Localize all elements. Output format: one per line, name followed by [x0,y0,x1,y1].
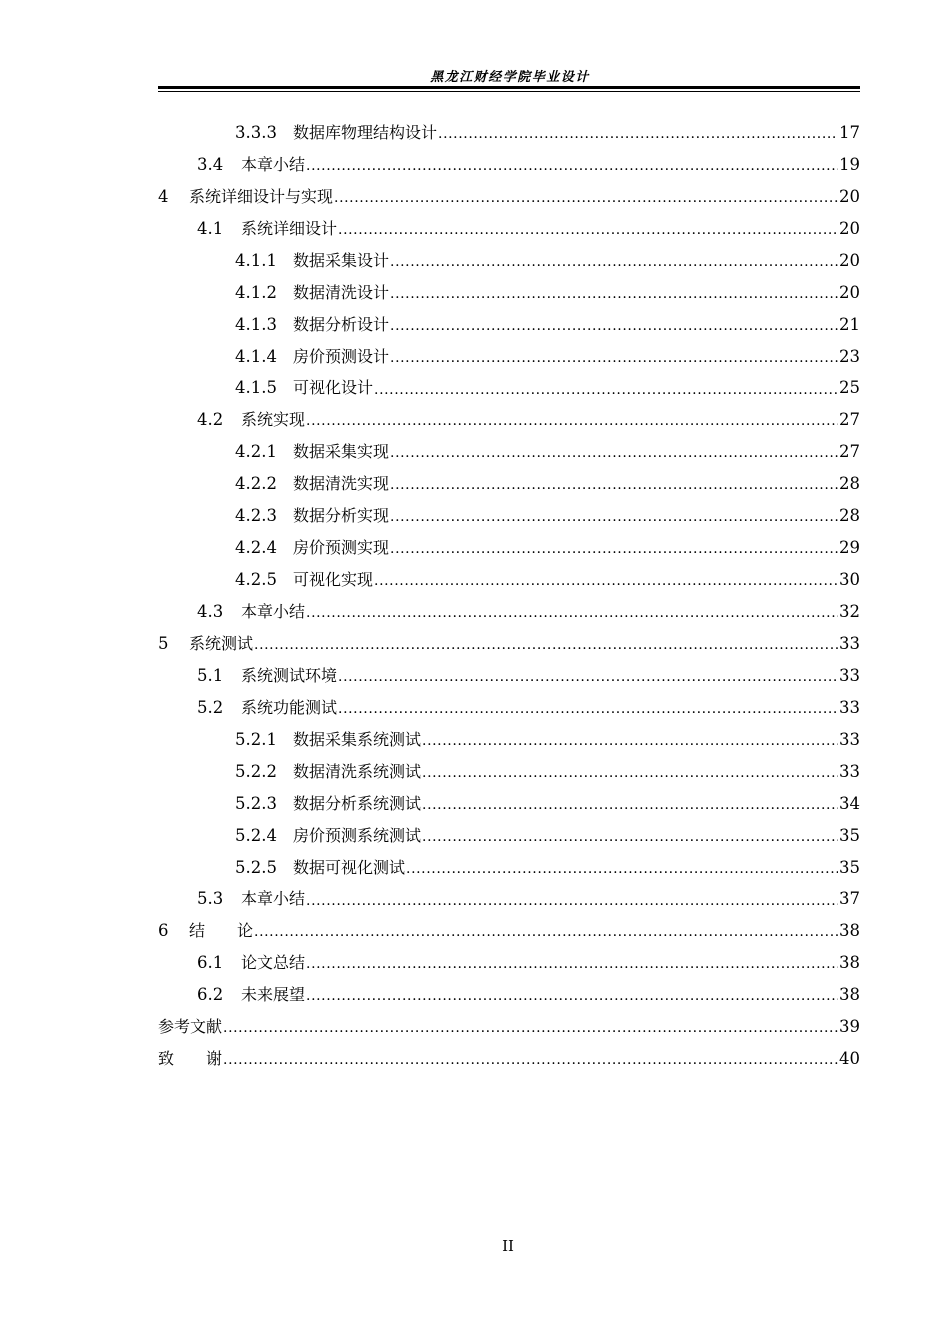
toc-leader-dots [390,500,838,532]
toc-entry-title: 数据库物理结构设计 [293,122,438,142]
toc-entry-page: 28 [839,474,860,494]
toc-leader-dots [422,724,838,756]
toc-entry-page: 20 [839,186,860,206]
toc-entry-page: 33 [839,665,860,685]
toc-entry[interactable] [158,468,860,500]
toc-entry-number: 3.4 [197,154,224,174]
toc-entry[interactable] [158,947,860,979]
toc-entry[interactable] [158,309,860,341]
toc-leader-dots [422,820,838,852]
toc-leader-dots [254,628,838,660]
toc-entry-title: 数据分析设计 [293,314,390,334]
toc-entry[interactable] [158,564,860,596]
toc-entry-title: 本章小结 [241,889,306,909]
toc-leader-dots [406,852,838,884]
toc-entry-title: 本章小结 [241,154,306,174]
toc-entry[interactable] [158,724,860,756]
toc-entry-page: 38 [839,953,860,973]
toc-entry[interactable] [158,788,860,820]
toc-entry-number: 4 [158,186,169,206]
toc-entry-page: 33 [839,761,860,781]
toc-entry-title: 数据清洗设计 [293,282,390,302]
toc-entry[interactable] [158,436,860,468]
toc-entry[interactable] [158,692,860,724]
toc-entry-title: 系统功能测试 [241,697,338,717]
table-of-contents [158,117,860,1075]
toc-entry-title: 致 谢 [158,1049,223,1069]
toc-entry-number: 4.1.5 [235,378,277,398]
toc-entry[interactable] [158,245,860,277]
toc-entry[interactable] [158,149,860,181]
toc-entry-title: 数据分析实现 [293,506,390,526]
toc-entry-page: 20 [839,250,860,270]
toc-entry-number: 5 [158,633,169,653]
toc-entry-page: 29 [839,538,860,558]
toc-entry[interactable] [158,979,860,1011]
toc-entry-page: 34 [839,793,860,813]
toc-leader-dots [223,1011,838,1043]
toc-entry-page: 21 [839,314,860,334]
toc-entry-page: 27 [839,442,860,462]
toc-entry-title: 数据采集实现 [293,442,390,462]
toc-leader-dots [306,979,838,1011]
toc-leader-dots [422,788,838,820]
toc-entry-page: 17 [839,122,860,142]
toc-entry-page: 33 [839,729,860,749]
toc-leader-dots [422,756,838,788]
toc-entry[interactable] [158,404,860,436]
toc-leader-dots [390,309,838,341]
toc-entry-title: 可视化实现 [293,570,374,590]
toc-leader-dots [390,277,838,309]
toc-entry[interactable] [158,532,860,564]
toc-entry-title: 可视化设计 [293,378,374,398]
toc-leader-dots [390,341,838,373]
toc-entry-page: 32 [839,602,860,622]
toc-leader-dots [390,468,838,500]
toc-leader-dots [306,404,838,436]
toc-entry-title: 论文总结 [241,953,306,973]
toc-entry-page: 38 [839,921,860,941]
toc-entry-number: 6.1 [197,953,224,973]
toc-entry[interactable] [158,1043,860,1075]
toc-entry-page: 39 [839,1017,860,1037]
toc-entry[interactable] [158,596,860,628]
toc-entry[interactable] [158,117,860,149]
toc-entry-title: 房价预测实现 [293,538,390,558]
toc-entry[interactable] [158,181,860,213]
toc-entry-number: 4.1.2 [235,282,277,302]
toc-leader-dots [254,915,838,947]
toc-entry-number: 4.2.2 [235,474,277,494]
toc-leader-dots [338,692,838,724]
toc-entry-number: 5.2.3 [235,793,277,813]
header-rule-thin [158,91,860,92]
toc-leader-dots [306,596,838,628]
toc-entry-number: 5.1 [197,665,224,685]
toc-entry-number: 4.2.1 [235,442,277,462]
toc-leader-dots [374,373,838,405]
toc-entry-title: 数据清洗实现 [293,474,390,494]
toc-entry-number: 4.3 [197,602,224,622]
toc-entry-page: 35 [839,825,860,845]
toc-entry[interactable] [158,820,860,852]
toc-leader-dots [306,947,838,979]
toc-entry-title: 系统测试环境 [241,665,338,685]
toc-entry-number: 4.2.5 [235,570,277,590]
toc-entry-title: 参考文献 [158,1017,223,1037]
toc-entry-number: 6.2 [197,985,224,1005]
toc-leader-dots [338,660,838,692]
toc-entry[interactable] [158,277,860,309]
toc-leader-dots [334,181,838,213]
toc-leader-dots [338,213,838,245]
toc-entry-number: 4.1.3 [235,314,277,334]
toc-entry[interactable] [158,373,860,405]
toc-entry-page: 38 [839,985,860,1005]
toc-entry-page: 33 [839,633,860,653]
toc-leader-dots [390,532,838,564]
toc-entry-title: 数据采集系统测试 [293,729,422,749]
toc-entry-page: 28 [839,506,860,526]
toc-entry-title: 数据分析系统测试 [293,793,422,813]
toc-entry[interactable] [158,341,860,373]
toc-entry-page: 20 [839,282,860,302]
toc-leader-dots [223,1043,838,1075]
toc-entry[interactable] [158,213,860,245]
toc-leader-dots [374,564,838,596]
toc-entry-number: 4.1.4 [235,346,277,366]
toc-entry-number: 4.2.4 [235,538,277,558]
toc-entry[interactable] [158,852,860,884]
toc-entry-title: 数据采集设计 [293,250,390,270]
toc-entry-title: 系统测试 [189,633,254,653]
toc-entry-page: 37 [839,889,860,909]
toc-leader-dots [438,117,838,149]
toc-entry-page: 19 [839,154,860,174]
toc-entry-number: 5.3 [197,889,224,909]
toc-entry-title: 房价预测设计 [293,346,390,366]
toc-entry-page: 27 [839,410,860,430]
toc-entry[interactable] [158,628,860,660]
header-rule-thick [158,86,860,89]
running-header-title: 黑龙江财经学院毕业设计 [430,70,590,85]
toc-entry[interactable] [158,884,860,916]
toc-entry-page: 23 [839,346,860,366]
toc-leader-dots [390,436,838,468]
toc-entry-page: 20 [839,218,860,238]
toc-entry[interactable] [158,756,860,788]
toc-entry-number: 4.1 [197,218,224,238]
toc-entry[interactable] [158,915,860,947]
toc-entry-page: 35 [839,857,860,877]
toc-entry-title: 系统详细设计 [241,218,338,238]
toc-leader-dots [390,245,838,277]
toc-entry-number: 5.2.4 [235,825,277,845]
toc-entry-title: 未来展望 [241,985,306,1005]
toc-entry-title: 数据清洗系统测试 [293,761,422,781]
toc-entry-number: 6 [158,921,169,941]
toc-entry-page: 33 [839,697,860,717]
toc-entry-page: 25 [839,378,860,398]
toc-entry-number: 5.2.1 [235,729,277,749]
toc-entry[interactable] [158,1011,860,1043]
toc-entry-number: 5.2.5 [235,857,277,877]
toc-entry-number: 5.2 [197,697,224,717]
toc-entry-title: 本章小结 [241,602,306,622]
toc-leader-dots [306,149,838,181]
toc-leader-dots [306,884,838,916]
toc-entry-page: 40 [839,1049,860,1069]
toc-entry-number: 4.1.1 [235,250,277,270]
toc-entry-title: 系统实现 [241,410,306,430]
toc-entry-number: 3.3.3 [235,122,277,142]
toc-entry-page: 30 [839,570,860,590]
toc-entry-number: 5.2.2 [235,761,277,781]
toc-entry[interactable] [158,500,860,532]
toc-entry-number: 4.2 [197,410,224,430]
toc-entry-title: 数据可视化测试 [293,857,406,877]
toc-entry[interactable] [158,660,860,692]
page-number: II [502,1237,514,1255]
toc-entry-number: 4.2.3 [235,506,277,526]
toc-entry-title: 系统详细设计与实现 [189,186,334,206]
toc-entry-title: 结 论 [189,921,254,941]
toc-entry-title: 房价预测系统测试 [293,825,422,845]
